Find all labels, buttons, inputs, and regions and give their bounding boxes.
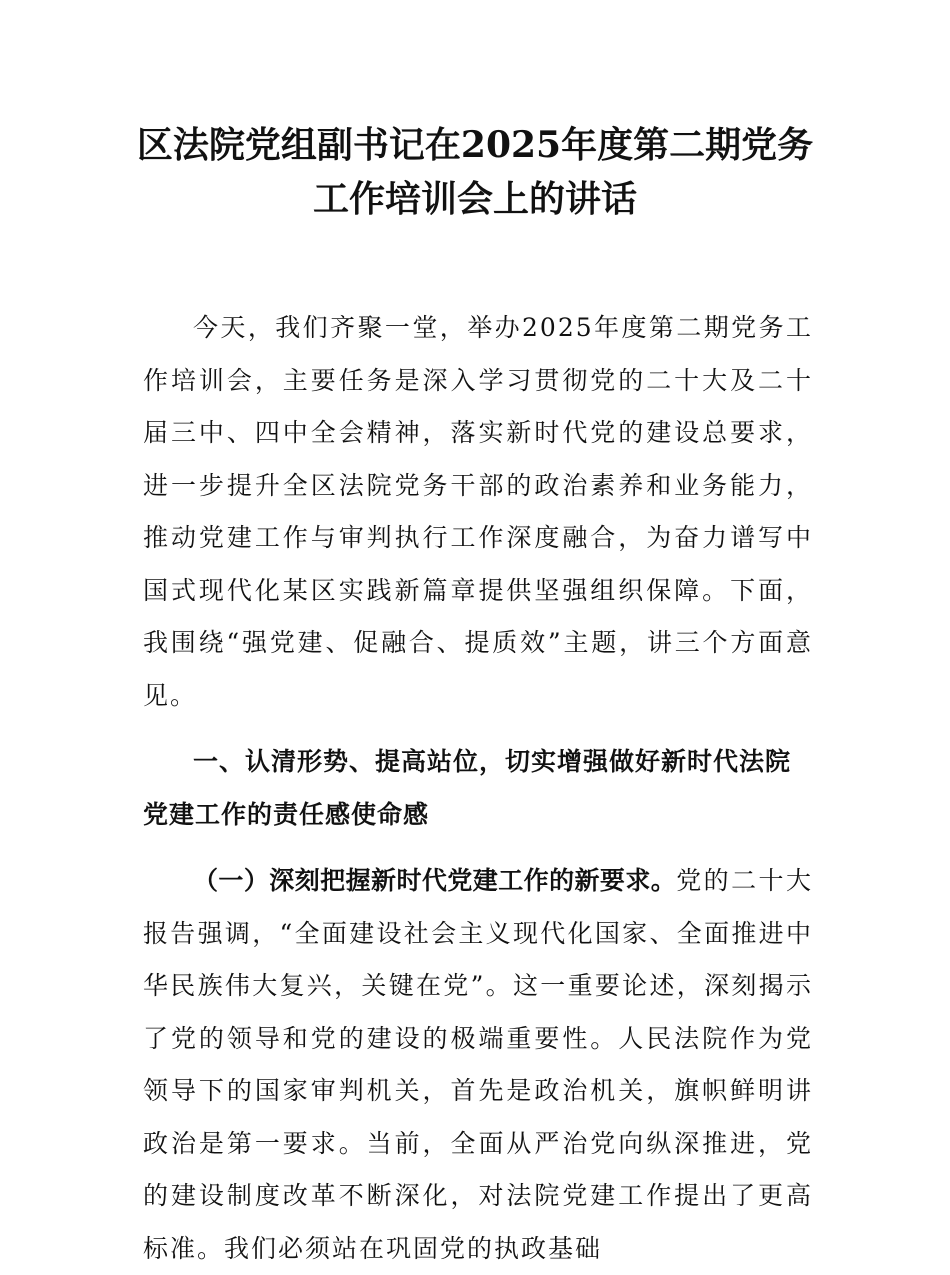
subsection-text-1: 党的二十大报告强调，“全面建设社会主义现代化国家、全面推进中华民族伟大复兴，关键在党”。这一重要论述，深刻揭示了党的领导和党的建设的极端重要性。人民法院作为党领导下的国家审判机关，首先是政治机关，旗帜鲜明讲政治是第一要求。当前，全面从严治党向纵深推进，党的建设制度改革不断深化，对法院党建工作提出了更高标准。我们必须站在巩固党的执政基础 [143, 866, 813, 1263]
section-heading-1: 一、认清形势、提高站位，切实增强做好新时代法院党建工作的责任感使命感 [143, 747, 792, 829]
subsection-paragraph-1 [143, 855, 813, 1275]
document-title: 区法院党组副书记在2025年度第二期党务工作培训会上的讲话 [136, 124, 814, 220]
document-body [143, 302, 813, 1275]
intro-paragraph: 今天，我们齐聚一堂，举办2025年度第二期党务工作培训会，主要任务是深入学习贯彻党的二十大及二十届三中、四中全会精神，落实新时代党的建设总要求，进一步提升全区法院党务干部的政治素养和业务能力，推动党建工作与审判执行工作深度融合，为奋力谱写中国式现代化某区实践新篇章提供坚强组织保障。下面，我围绕“强党建、促融合、提质效”主题，讲三个方面意见。 [143, 313, 813, 710]
subsection-lead-1: （一）深刻把握新时代党建工作的新要求。 [193, 866, 677, 895]
